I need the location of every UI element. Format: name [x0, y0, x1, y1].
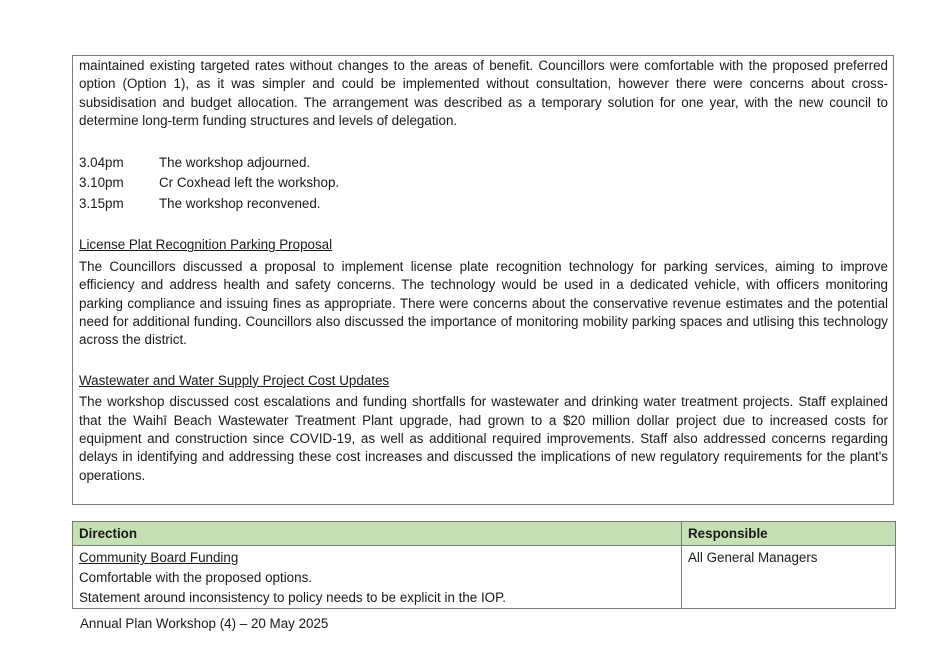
responsible-cell [682, 546, 896, 609]
time-log-row [79, 153, 888, 174]
table-row [73, 546, 896, 609]
time-log-row [79, 194, 888, 215]
section-heading-wastewater: Wastewater and Water Supply Project Cost Updates [79, 372, 390, 388]
time-log-event: Cr Coxhead left the workshop. [159, 175, 340, 191]
directions-header-row [73, 522, 896, 546]
time-log-event: The workshop reconvened. [159, 195, 321, 211]
directions-table [72, 521, 896, 609]
time-log-time: 3.04pm [79, 154, 124, 170]
responsible-column-header: Responsible [682, 522, 896, 546]
direction-cell [73, 546, 682, 609]
page-footer: Annual Plan Workshop (4) – 20 May 2025 [80, 616, 329, 631]
time-log-row [79, 173, 888, 194]
time-log [79, 153, 888, 215]
section-heading-parking: License Plat Recognition Parking Proposal [79, 237, 333, 253]
intro-paragraph: maintained existing targeted rates without changes to the areas of benefit. Councillors were comfortable with the proposed preferred option (Option 1), as it was simpler and could be implemented without consultation, however there were concerns about cross-subsidisation and budget allocation. The arrangement was described as a temporary solution for one year, with the new council to determine long-term funding structures and levels of delegation. [79, 58, 888, 129]
time-log-time: 3.10pm [79, 175, 124, 191]
responsible-value: All General Managers [688, 550, 818, 565]
time-log-time: 3.15pm [79, 195, 124, 211]
direction-line: Statement around inconsistency to policy needs to be explicit in the IOP. [79, 590, 507, 605]
direction-line: Comfortable with the proposed options. [79, 570, 312, 585]
section-body-wastewater: The workshop discussed cost escalations and funding shortfalls for wastewater and drinking water treatment projects. Staff explained that the Waihī Beach Wastewater Treatment Plant upgrade, had grown to a $20 million dollar project due to increased costs for equipment and construction since COVID-19, as well as additional required improvements. Staff also addressed concerns regarding delays in identifying and addressing these cost increases and discussed the implications of new regulatory requirements for the plant's operations. [79, 394, 888, 483]
time-log-event: The workshop adjourned. [159, 154, 311, 170]
minutes-content-box [72, 55, 894, 505]
direction-title: Community Board Funding [79, 550, 239, 565]
section-body-parking: The Councillors discussed a proposal to implement license plate recognition technology for parking services, aiming to improve efficiency and address health and safety concerns. The technology would be used in a dedicated vehicle, with officers monitoring parking compliance and issuing fines as appropriate. There were concerns about the conservative revenue estimates and the potential need for additional funding. Councillors also discussed the importance of monitoring mobility parking spaces and utlising this technology across the district. [79, 258, 888, 348]
direction-column-header: Direction [73, 522, 682, 546]
